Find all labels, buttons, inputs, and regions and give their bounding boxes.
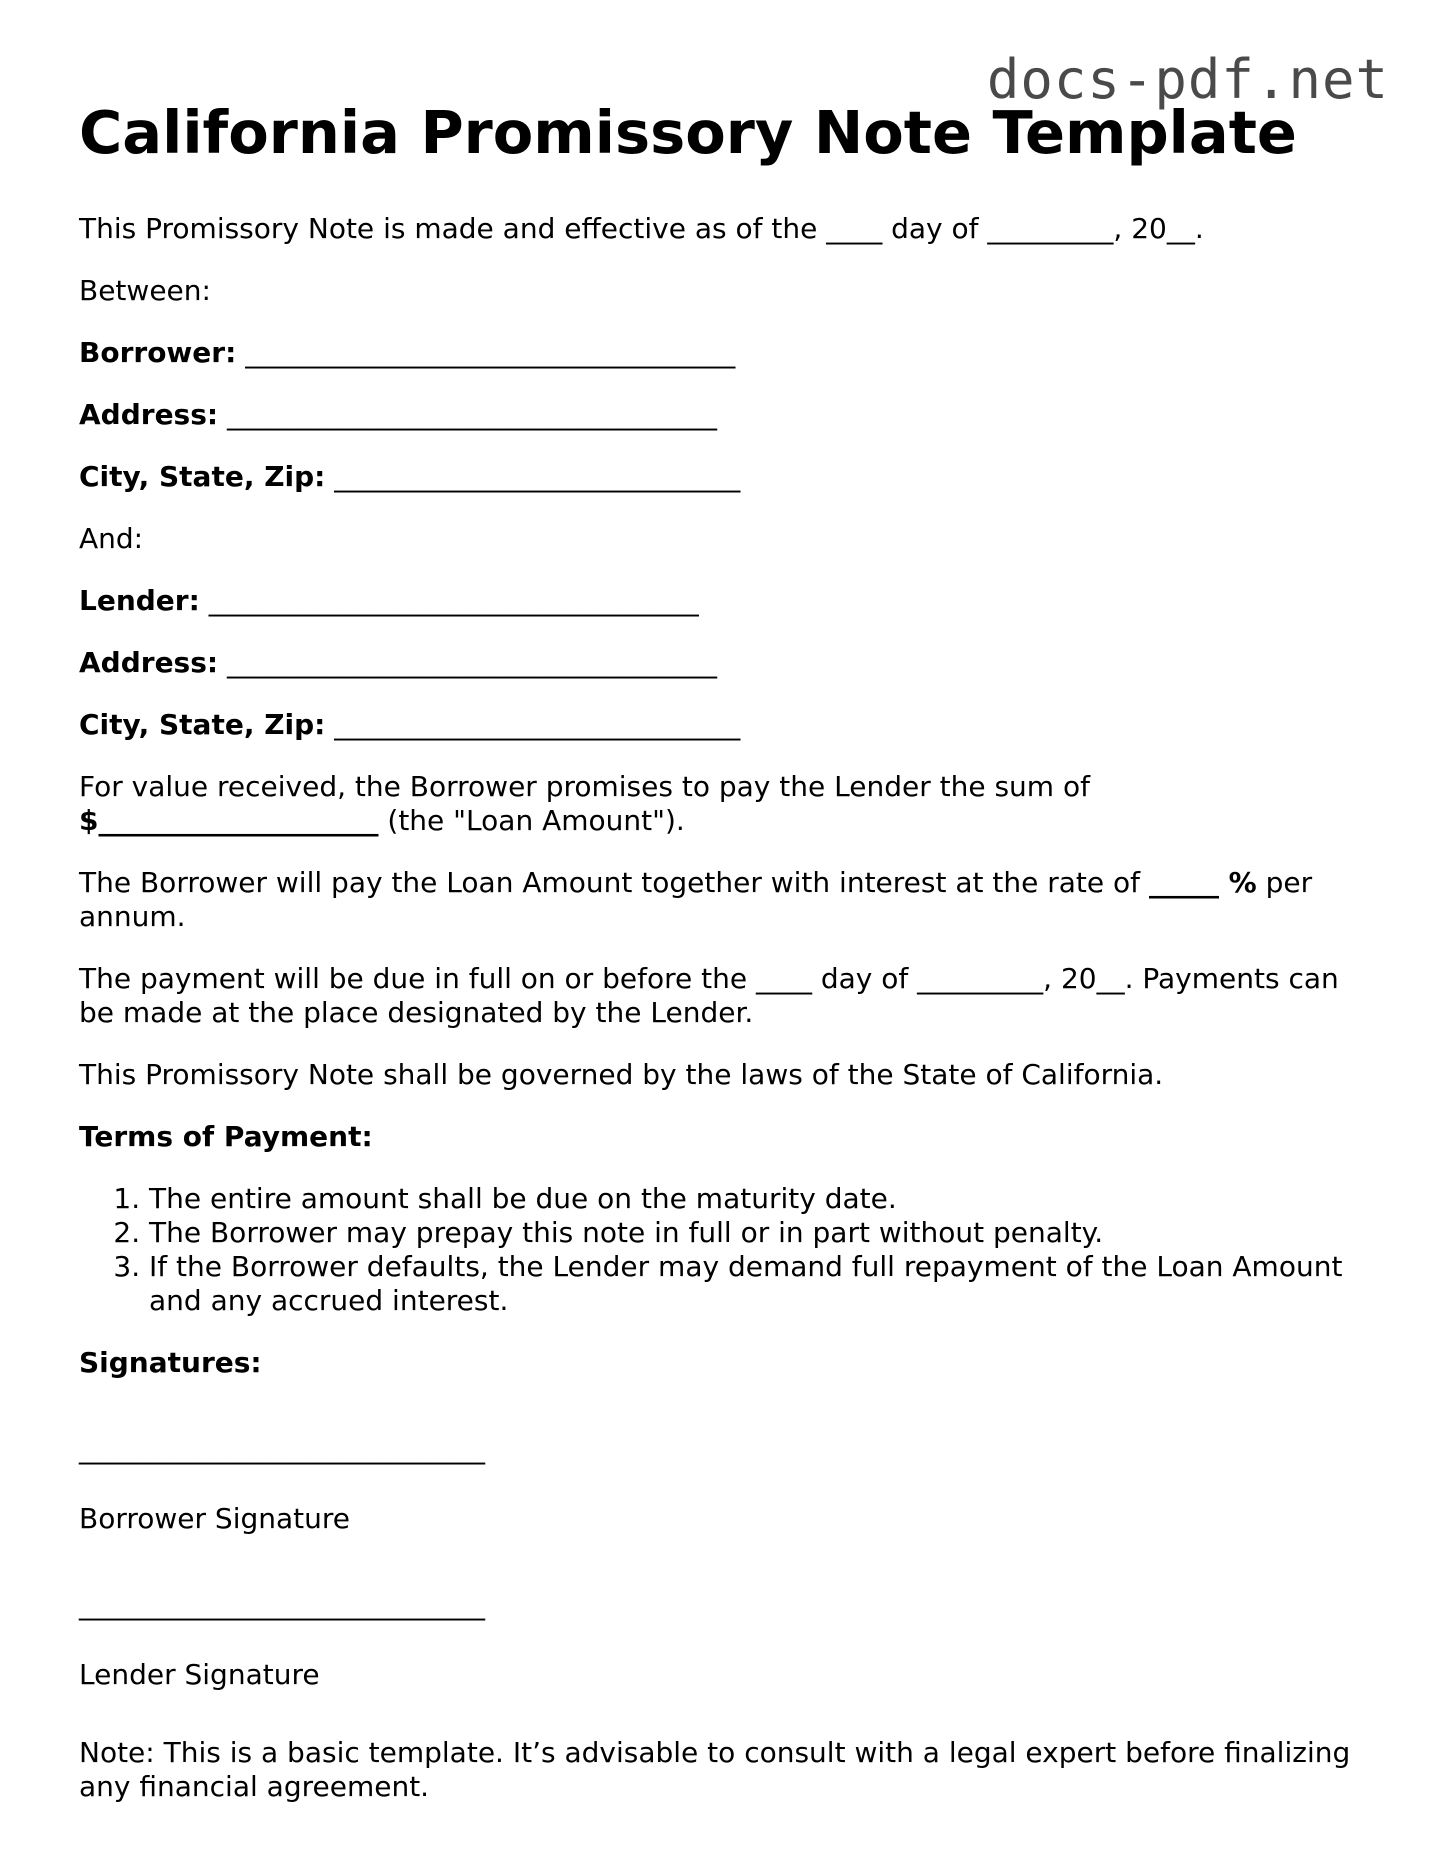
lender-address-field[interactable]: ___________________________________ [227,646,717,680]
lender-address-line [79,646,1379,680]
lender-signature-field[interactable]: _____________________________ [79,1588,485,1622]
due-paragraph: The payment will be due in full on or before the ____ day of _________, 20__. Payments can be made at the place designated by the Lender. [79,962,1339,1030]
note-paragraph: Note: This is a basic template. It’s advisable to consult with a legal expert before finalizing any financial agreement. [79,1736,1351,1804]
and-label: And: [79,522,144,556]
loan-text-before: For value received, the Borrower promises to pay the Lender the sum of [79,770,1090,804]
lender-name-field[interactable]: ___________________________________ [208,584,699,618]
borrower-name-line [79,336,1379,370]
borrower-address-line [79,398,1379,432]
borrower-city-label: City, State, Zip: [79,460,326,494]
lender-city-field[interactable]: _____________________________ [334,708,741,742]
lender-signature-caption: Lender Signature [79,1658,320,1692]
loan-text-after: (the "Loan Amount"). [387,804,685,838]
interest-text-after: per annum. [79,866,1313,934]
list-item: 2. The Borrower may prepay this note in full or in part without penalty. [149,1216,1379,1250]
document-page [79,100,1379,1832]
governing-law-paragraph: This Promissory Note shall be governed by the laws of the State of California. [79,1058,1164,1092]
lender-name-line [79,584,1379,618]
interest-rate-field[interactable]: _____ % [1148,866,1257,900]
terms-heading [79,1120,1379,1154]
borrower-name-label: Borrower: [79,336,237,370]
terms-heading-text: Terms of Payment: [79,1120,373,1154]
signatures-heading [79,1346,1379,1380]
loan-amount-paragraph [79,770,1379,838]
lender-name-label: Lender: [79,584,200,618]
lender-address-label: Address: [79,646,219,680]
borrower-city-line [79,460,1379,494]
list-item: 1. The entire amount shall be due on the maturity date. [149,1182,1379,1216]
borrower-signature-field[interactable]: _____________________________ [79,1432,485,1466]
borrower-city-field[interactable]: _____________________________ [334,460,741,494]
interest-paragraph [79,866,1379,934]
lender-city-line [79,708,1379,742]
intro-paragraph: This Promissory Note is made and effective as of the ____ day of _________, 20__. [79,212,1204,246]
lender-city-label: City, State, Zip: [79,708,326,742]
terms-list [79,1182,1379,1318]
borrower-signature-caption: Borrower Signature [79,1502,351,1536]
borrower-address-field[interactable]: ___________________________________ [227,398,717,432]
document-title: California Promissory Note Template [79,98,1297,167]
interest-text-before: The Borrower will pay the Loan Amount together with interest at the rate of [79,866,1141,900]
watermark: docs-pdf.net [986,48,1389,111]
borrower-address-label: Address: [79,398,219,432]
between-label: Between: [79,274,211,308]
loan-amount-field[interactable]: $____________________ [79,804,379,838]
list-item: 3. If the Borrower defaults, the Lender may demand full repayment of the Loan Amount and any accrued interest. [149,1250,1379,1318]
borrower-name-field[interactable]: ___________________________________ [245,336,736,370]
signatures-heading-text: Signatures: [79,1346,262,1380]
